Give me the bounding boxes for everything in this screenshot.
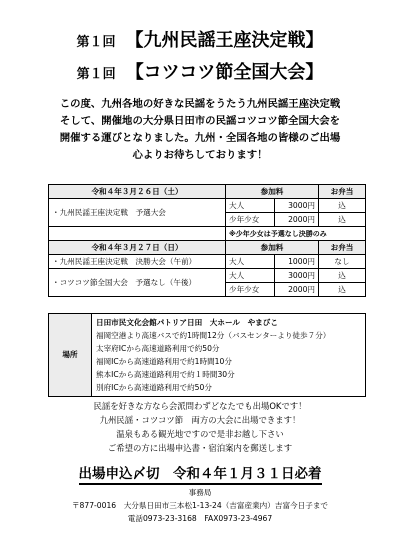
table-row <box>49 227 366 241</box>
day1-header-row <box>49 185 366 199</box>
message-line: 民謡を好きな方なら会派問わずどなたでも出場OKです！ <box>93 401 307 411</box>
bento-header: お弁当 <box>319 185 366 199</box>
fee-header: 参加料 <box>226 241 319 255</box>
message-line: ご希望の方に出場申込書・宿泊案内を郵送します <box>107 443 293 453</box>
category-cell: 大人 <box>226 199 275 213</box>
day1-event: ・九州民謡王座決定戦 予選大会 <box>49 199 226 227</box>
office-phone-fax: 電話0973-23-3168 FAX0973-23-4967 <box>127 514 273 523</box>
title-kotsukotsu-bushi <box>0 58 400 84</box>
office-address: 〒877-0016 大分県日田市三本松1-13-24（吉富産業内）吉富今日子まで <box>71 501 329 510</box>
category-cell: 大人 <box>226 269 275 283</box>
fee-cell: 2000円 <box>274 213 318 227</box>
table-row <box>49 269 366 283</box>
category-cell: 少年少女 <box>226 213 275 227</box>
day2-event: ・コツコツ節全国大会 予選なし（午後） <box>49 269 226 297</box>
bento-cell: 込 <box>319 213 366 227</box>
intro-line: 開催する運びとなりました。九州・全国各地の皆様のご出場 <box>59 132 341 144</box>
day1-date: 令和４年３月２６日（土） <box>49 185 226 199</box>
deadline-notice <box>0 462 400 482</box>
fee-cell: 1000円 <box>274 255 318 269</box>
fee-header: 参加料 <box>226 185 319 199</box>
access-line: 熊本ICから高速道路利用で約１時間30分 <box>96 370 235 379</box>
fee-cell: 3000円 <box>274 269 318 283</box>
message-line: 九州民謡・コツコツ節 両方の大会に出場できます！ <box>99 415 301 425</box>
access-line: 福岡ICから高速道路利用で約1時間10分 <box>96 357 232 366</box>
message-line: 温泉もある観光地ですので是非お越し下さい <box>116 429 284 439</box>
day1-note: ※少年少女は予選なし決勝のみ <box>226 227 366 241</box>
intro-line: この度、九州各地の好きな民謡をうたう九州民謡王座決定戦 <box>59 98 341 110</box>
venue-name: 日田市民文化会館パトリア日田 大ホール やまびこ <box>96 318 278 327</box>
fee-cell: 3000円 <box>274 199 318 213</box>
access-line: 別府ICから高速道路利用で約50分 <box>96 383 212 392</box>
title-edition: 第１回 <box>76 67 116 82</box>
day2-event: ・九州民謡王座決定戦 決勝大会（午前） <box>49 255 226 269</box>
bento-header: お弁当 <box>319 241 366 255</box>
venue-table <box>48 313 366 397</box>
day2-date: 令和４年３月２７日（日） <box>49 241 226 255</box>
intro-line: 心よりお待ちしております！ <box>132 149 268 161</box>
access-line: 太宰府ICから高速道路利用で約50分 <box>96 344 220 353</box>
office-contact <box>0 486 400 525</box>
table-row <box>49 199 366 213</box>
title-text: 【コツコツ節全国大会】 <box>125 62 324 83</box>
bento-cell: なし <box>319 255 366 269</box>
bento-cell: 込 <box>319 199 366 213</box>
venue-label: 場所 <box>49 314 92 397</box>
title-text: 【九州民謡王座決定戦】 <box>125 30 324 51</box>
intro-paragraph <box>0 96 400 164</box>
day2-header-row <box>49 241 366 255</box>
schedule-table <box>48 184 366 297</box>
title-edition: 第１回 <box>76 35 116 50</box>
bento-cell: 込 <box>319 269 366 283</box>
fee-cell: 2000円 <box>274 283 318 297</box>
bento-cell: 込 <box>319 283 366 297</box>
category-cell: 大人 <box>226 255 275 269</box>
office-label: 事務局 <box>188 488 212 497</box>
category-cell: 少年少女 <box>226 283 275 297</box>
access-line: 福岡空港より高速バスで約1時間12分（バスセンターより徒歩７分） <box>96 331 331 340</box>
venue-details <box>92 314 366 397</box>
invitation-message <box>0 399 400 455</box>
deadline-text: 出場申込〆切 令和４年１月３１日必着 <box>79 466 322 485</box>
intro-line: そして、開催地の大分県日田市の民謡コツコツ節全国大会を <box>59 115 341 127</box>
title-kyushu-minyo <box>0 26 400 52</box>
table-row <box>49 255 366 269</box>
